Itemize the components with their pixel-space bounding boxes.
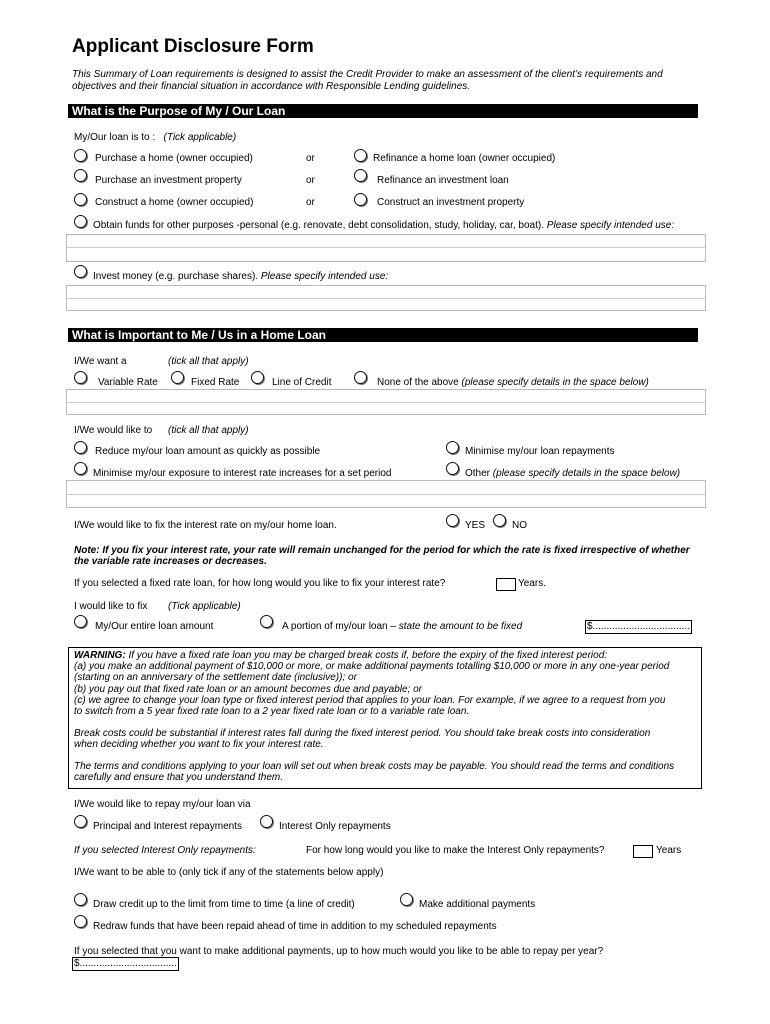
label-refinance-home: Refinance a home loan (owner occupied) <box>373 153 556 164</box>
label-obtain-funds: Obtain funds for other purposes -personal (e.g. renovate, debt consolidation, study, holiday, car, boat). Please specify intended use: <box>93 220 675 231</box>
label-minimise-repayments: Minimise my/our loan repayments <box>465 446 615 457</box>
none-of-above-hint: (please specify details in the space below) <box>461 377 649 388</box>
other-hint: (please specify details in the space below) <box>492 468 681 479</box>
label-interest-only: Interest Only repayments <box>279 821 391 832</box>
purpose-prompt: My/Our loan is to : (Tick applicable) <box>74 132 237 143</box>
warning-line-4: (b) you pay out that fixed rate loan or an amount becomes due and payable; or <box>74 684 422 695</box>
label-purchase-home: Purchase a home (owner occupied) <box>95 153 253 164</box>
label-principal-interest: Principal and Interest repayments <box>93 821 242 832</box>
radio-entire-loan[interactable] <box>74 615 87 628</box>
label-purchase-investment: Purchase an investment property <box>95 175 242 186</box>
fix-rate-question: I/We would like to fix the interest rate on my/our home loan. <box>74 520 337 531</box>
obtain-funds-hint: Please specify intended use: <box>546 220 675 231</box>
radio-purchase-home[interactable] <box>74 149 87 162</box>
label-fix-no: NO <box>512 520 527 531</box>
radio-other[interactable] <box>446 462 459 475</box>
fix-which-hint: (Tick applicable) <box>168 601 241 612</box>
purpose-prompt-hint: (Tick applicable) <box>163 132 237 143</box>
able-to-label: I/We want to be able to (only tick if any of the statements below apply) <box>74 867 384 878</box>
radio-fix-yes[interactable] <box>446 514 459 527</box>
radio-line-of-credit[interactable] <box>251 371 264 384</box>
warning-line-7: Break costs could be substantial if interest rates fall during the fixed interest period. You should take break costs into consideration <box>74 728 651 739</box>
like-hint: (tick all that apply) <box>168 425 249 436</box>
fix-which-label: I would like to fix <box>74 601 148 612</box>
or-label-1: or <box>306 153 315 164</box>
radio-none-of-above[interactable] <box>354 371 367 384</box>
like-label: I/We would like to <box>74 425 153 436</box>
label-fixed-rate: Fixed Rate <box>191 377 240 388</box>
warning-line-2: (a) you make an additional payment of $10,000 or more, or make additional payments totalling $10,000 or more in any one-year period <box>74 661 670 672</box>
page-title: Applicant Disclosure Form <box>72 36 314 57</box>
repay-label: I/We would like to repay my/our loan via <box>74 799 251 810</box>
label-construct-investment: Construct an investment property <box>377 197 525 208</box>
warning-line-6: to switch from a 5 year fixed rate loan to a 2 year fixed rate loan or to a variable rate loan. <box>74 706 470 717</box>
label-refinance-investment: Refinance an investment loan <box>377 175 509 186</box>
radio-minimise-repayments[interactable] <box>446 441 459 454</box>
io-years-question: For how long would you like to make the Interest Only repayments? <box>306 845 605 856</box>
section-important-header <box>68 328 698 342</box>
label-portion-loan: A portion of my/our loan – state the amount to be fixed <box>282 621 523 632</box>
like-details-field[interactable] <box>66 480 706 508</box>
radio-reduce-loan[interactable] <box>74 441 87 454</box>
fix-years-input[interactable] <box>496 578 516 591</box>
radio-construct-home[interactable] <box>74 193 87 206</box>
want-label: I/We want a <box>74 356 127 367</box>
radio-portion-loan[interactable] <box>260 615 273 628</box>
warning-line-3: (starting on an anniversary of the settlement date (inclusive)); or <box>74 672 357 683</box>
fix-years-question: If you selected a fixed rate loan, for how long would you like to fix your interest rate? <box>74 578 446 589</box>
warning-line-9: The terms and conditions applying to your loan will set out when break costs may be payable. You should read the terms and conditions <box>74 761 675 772</box>
section-important-title: What is Important to Me / Us in a Home Loan <box>72 328 327 342</box>
portion-hint: state the amount to be fixed <box>398 621 523 632</box>
radio-invest-money[interactable] <box>74 265 87 278</box>
radio-interest-only[interactable] <box>260 815 273 828</box>
radio-fixed-rate[interactable] <box>171 371 184 384</box>
invest-money-details-field[interactable] <box>66 285 706 311</box>
invest-money-hint: Please specify intended use: <box>260 271 389 282</box>
radio-draw-credit[interactable] <box>74 893 87 906</box>
intro-text: This Summary of Loan requirements is designed to assist the Credit Provider to make an assessment of the client’s requirements and objectives and their financial situation in accordance with Responsible Lending guidelines. <box>72 69 663 92</box>
radio-obtain-funds[interactable] <box>74 215 87 228</box>
label-reduce-loan: Reduce my/our loan amount as quickly as possible <box>95 446 321 457</box>
io-selected-label: If you selected Interest Only repayments: <box>74 845 256 856</box>
label-construct-home: Construct a home (owner occupied) <box>95 197 254 208</box>
or-label-2: or <box>306 175 315 186</box>
radio-purchase-investment[interactable] <box>74 169 87 182</box>
warning-line-5: (c) we agree to change your loan type or fixed interest period that applies to your loan. For example, if we agree to a request from you <box>74 695 666 706</box>
section-purpose-header <box>68 104 698 118</box>
fixed-rate-note: Note: If you fix your interest rate, your rate will remain unchanged for the period for which the rate is fixed irrespective of whether the variable rate increases or decreases. <box>74 545 690 567</box>
label-other: Other (please specify details in the space below) <box>465 468 681 479</box>
section-purpose-title: What is the Purpose of My / Our Loan <box>72 104 286 118</box>
portion-amount-field[interactable]: $................................... <box>585 620 692 634</box>
radio-refinance-investment[interactable] <box>354 169 367 182</box>
warning-line-10: carefully and ensure that you understand them. <box>74 772 284 783</box>
label-draw-credit: Draw credit up to the limit from time to time (a line of credit) <box>93 899 355 910</box>
label-additional-payments: Make additional payments <box>419 899 536 910</box>
label-invest-money: Invest money (e.g. purchase shares). Please specify intended use: <box>93 271 389 282</box>
radio-additional-payments[interactable] <box>400 893 413 906</box>
label-redraw-funds: Redraw funds that have been repaid ahead of time in addition to my scheduled repayments <box>93 921 497 932</box>
warning-line-1: WARNING: If you have a fixed rate loan you may be charged break costs if, before the expiry of the fixed interest period: <box>74 650 608 661</box>
label-variable-rate: Variable Rate <box>98 377 158 388</box>
radio-refinance-home[interactable] <box>354 149 367 162</box>
io-years-input[interactable] <box>633 845 653 858</box>
label-minimise-exposure: Minimise my/our exposure to interest rate increases for a set period <box>93 468 392 479</box>
radio-fix-no[interactable] <box>493 514 506 527</box>
fix-years-unit: Years. <box>518 578 546 589</box>
label-entire-loan: My/Our entire loan amount <box>95 621 214 632</box>
warning-line-8: when deciding whether you want to fix your interest rate. <box>74 739 324 750</box>
want-hint: (tick all that apply) <box>168 356 249 367</box>
or-label-3: or <box>306 197 315 208</box>
rate-details-field[interactable] <box>66 389 706 415</box>
label-none-of-above: None of the above (please specify details in the space below) <box>377 377 649 388</box>
warning-label: WARNING: <box>74 650 126 661</box>
radio-variable-rate[interactable] <box>74 371 87 384</box>
radio-principal-interest[interactable] <box>74 815 87 828</box>
obtain-funds-details-field[interactable] <box>66 234 706 262</box>
radio-construct-investment[interactable] <box>354 193 367 206</box>
additional-amount-field[interactable]: $................................... <box>72 957 179 971</box>
radio-redraw-funds[interactable] <box>74 915 87 928</box>
io-years-unit: Years <box>656 845 682 856</box>
radio-minimise-exposure[interactable] <box>74 462 87 475</box>
additional-amount-question: If you selected that you want to make additional payments, up to how much would you like to be able to repay per year? <box>74 946 604 957</box>
label-line-of-credit: Line of Credit <box>272 377 332 388</box>
label-fix-yes: YES <box>465 520 486 531</box>
